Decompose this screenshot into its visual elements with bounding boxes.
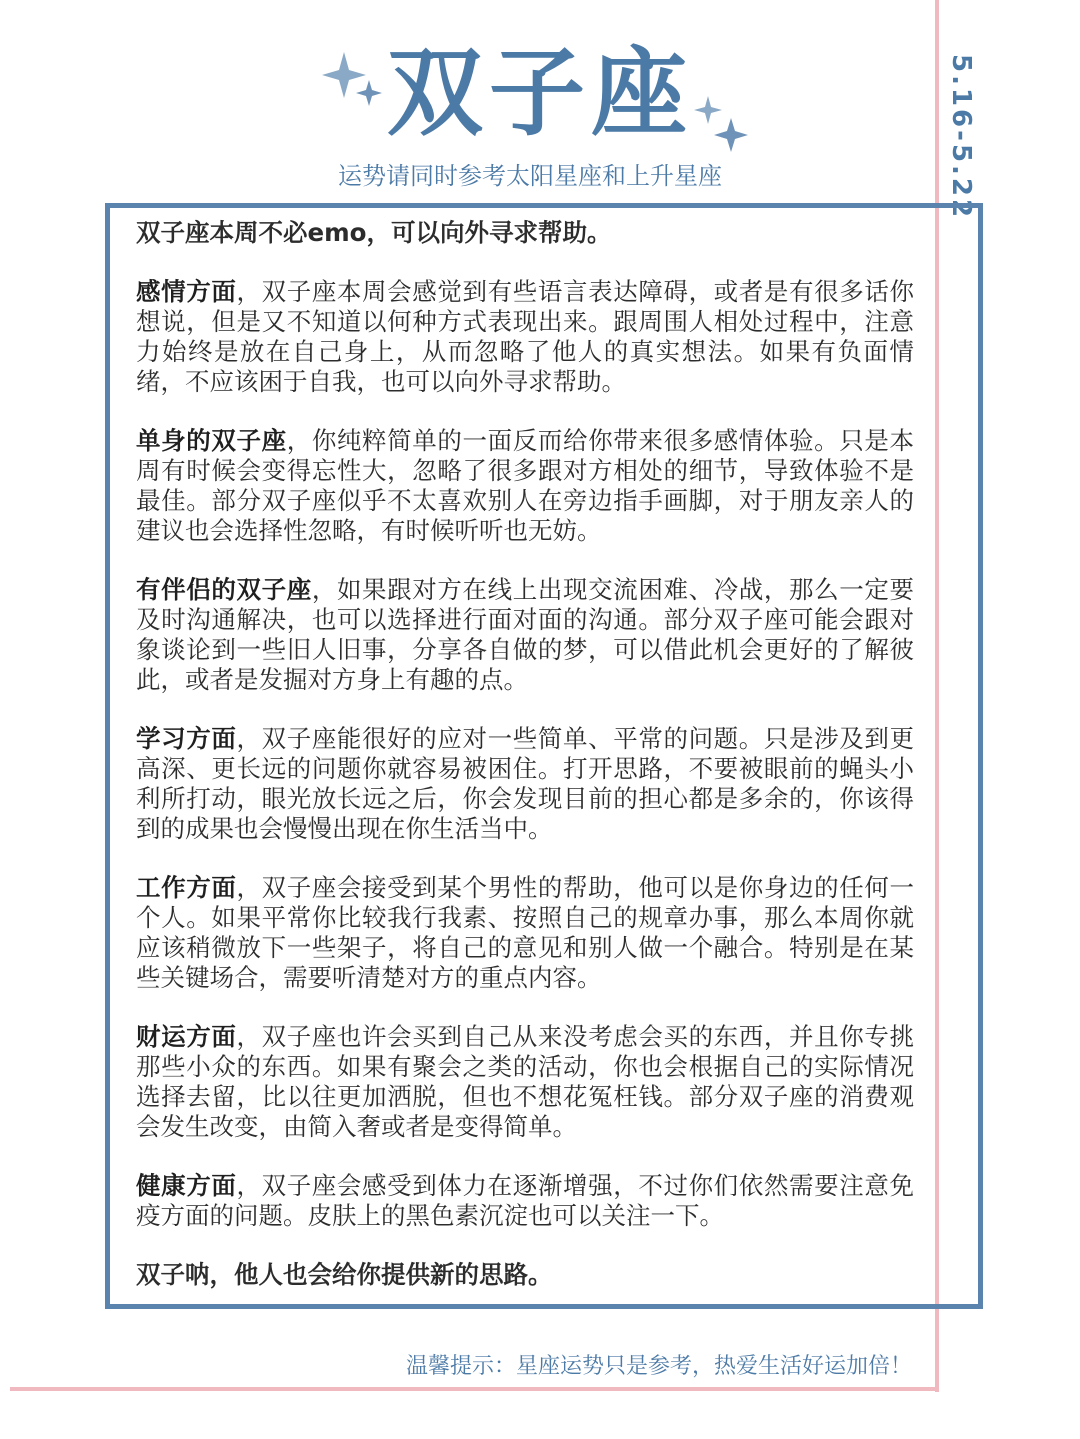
section-health bbox=[136, 1171, 914, 1231]
section-heading: 单身的双子座 bbox=[136, 426, 287, 455]
section-heading: 财运方面 bbox=[136, 1022, 237, 1051]
horoscope-content bbox=[136, 218, 914, 1319]
page-subtitle: 运势请同时参考太阳星座和上升星座 bbox=[338, 162, 722, 190]
section-single bbox=[136, 426, 914, 546]
section-work bbox=[136, 873, 914, 993]
section-heading: 健康方面 bbox=[136, 1171, 237, 1200]
section-text: ，双子座本周会感觉到有些语言表达障碍，或者是有很多话你想说，但是又不知道以何种方式表现出来。跟周围人相处过程中，注意力始终是放在自己身上，从而忽略了他人的真实想法。如果有负面情绪，不应该困于自我，也可以向外寻求帮助。 bbox=[136, 277, 914, 396]
page-title: 双子座 bbox=[387, 37, 693, 149]
section-heading: 有伴侣的双子座 bbox=[136, 575, 312, 604]
section-study bbox=[136, 724, 914, 844]
section-text: ，双子座会接受到某个男性的帮助，他可以是你身边的任何一个人。如果平常你比较我行我素、按照自己的规章办事，那么本周你就应该稍微放下一些架子，将自己的意见和别人做一个融合。特别是在某些关键场合，需要听清楚对方的重点内容。 bbox=[136, 873, 914, 992]
section-wealth bbox=[136, 1022, 914, 1142]
section-text: ，双子座能很好的应对一些简单、平常的问题。只是涉及到更高深、更长远的问题你就容易被困住。打开思路，不要被眼前的蝇头小利所打动，眼光放长远之后，你会发现目前的担心都是多余的，你该得到的成果也会慢慢出现在你生活当中。 bbox=[136, 724, 914, 843]
section-partnered bbox=[136, 575, 914, 695]
section-heading: 学习方面 bbox=[136, 724, 237, 753]
section-heading: 工作方面 bbox=[136, 873, 237, 902]
section-text: ，双子座也许会买到自己从来没考虑会买的东西，并且你专挑那些小众的东西。如果有聚会之类的活动，你也会根据自己的实际情况选择去留，比以往更加洒脱，但也不想花冤枉钱。部分双子座的消费观会发生改变，由简入奢或者是变得简单。 bbox=[136, 1022, 914, 1141]
section-text: ，双子座会感受到体力在逐渐增强，不过你们依然需要注意免疫方面的问题。皮肤上的黑色素沉淀也可以关注一下。 bbox=[136, 1171, 914, 1230]
footer-tip: 温馨提示：星座运势只是参考，热爱生活好运加倍！ bbox=[405, 1354, 912, 1379]
section-love bbox=[136, 277, 914, 397]
section-text: ，如果跟对方在线上出现交流困难、冷战，那么一定要及时沟通解决，也可以选择进行面对面的沟通。部分双子座可能会跟对象谈论到一些旧人旧事，分享各自做的梦，可以借此机会更好的了解彼此，或者是发掘对方身上有趣的点。 bbox=[136, 575, 915, 694]
pink-horizontal-line bbox=[10, 1387, 939, 1391]
section-heading: 感情方面 bbox=[136, 277, 237, 306]
closing-line: 双子呐，他人也会给你提供新的思路。 bbox=[136, 1260, 553, 1289]
intro-line: 双子座本周不必emo，可以向外寻求帮助。 bbox=[136, 218, 612, 247]
section-text: ，你纯粹简单的一面反而给你带来很多感情体验。只是本周有时候会变得忘性大，忽略了很多跟对方相处的细节，导致体验不是最佳。部分双子座似乎不太喜欢别人在旁边指手画脚，对于朋友亲人的建议也会选择性忽略，有时候听听也无妨。 bbox=[136, 426, 915, 545]
date-range: 5.16-5.22 bbox=[946, 54, 976, 221]
